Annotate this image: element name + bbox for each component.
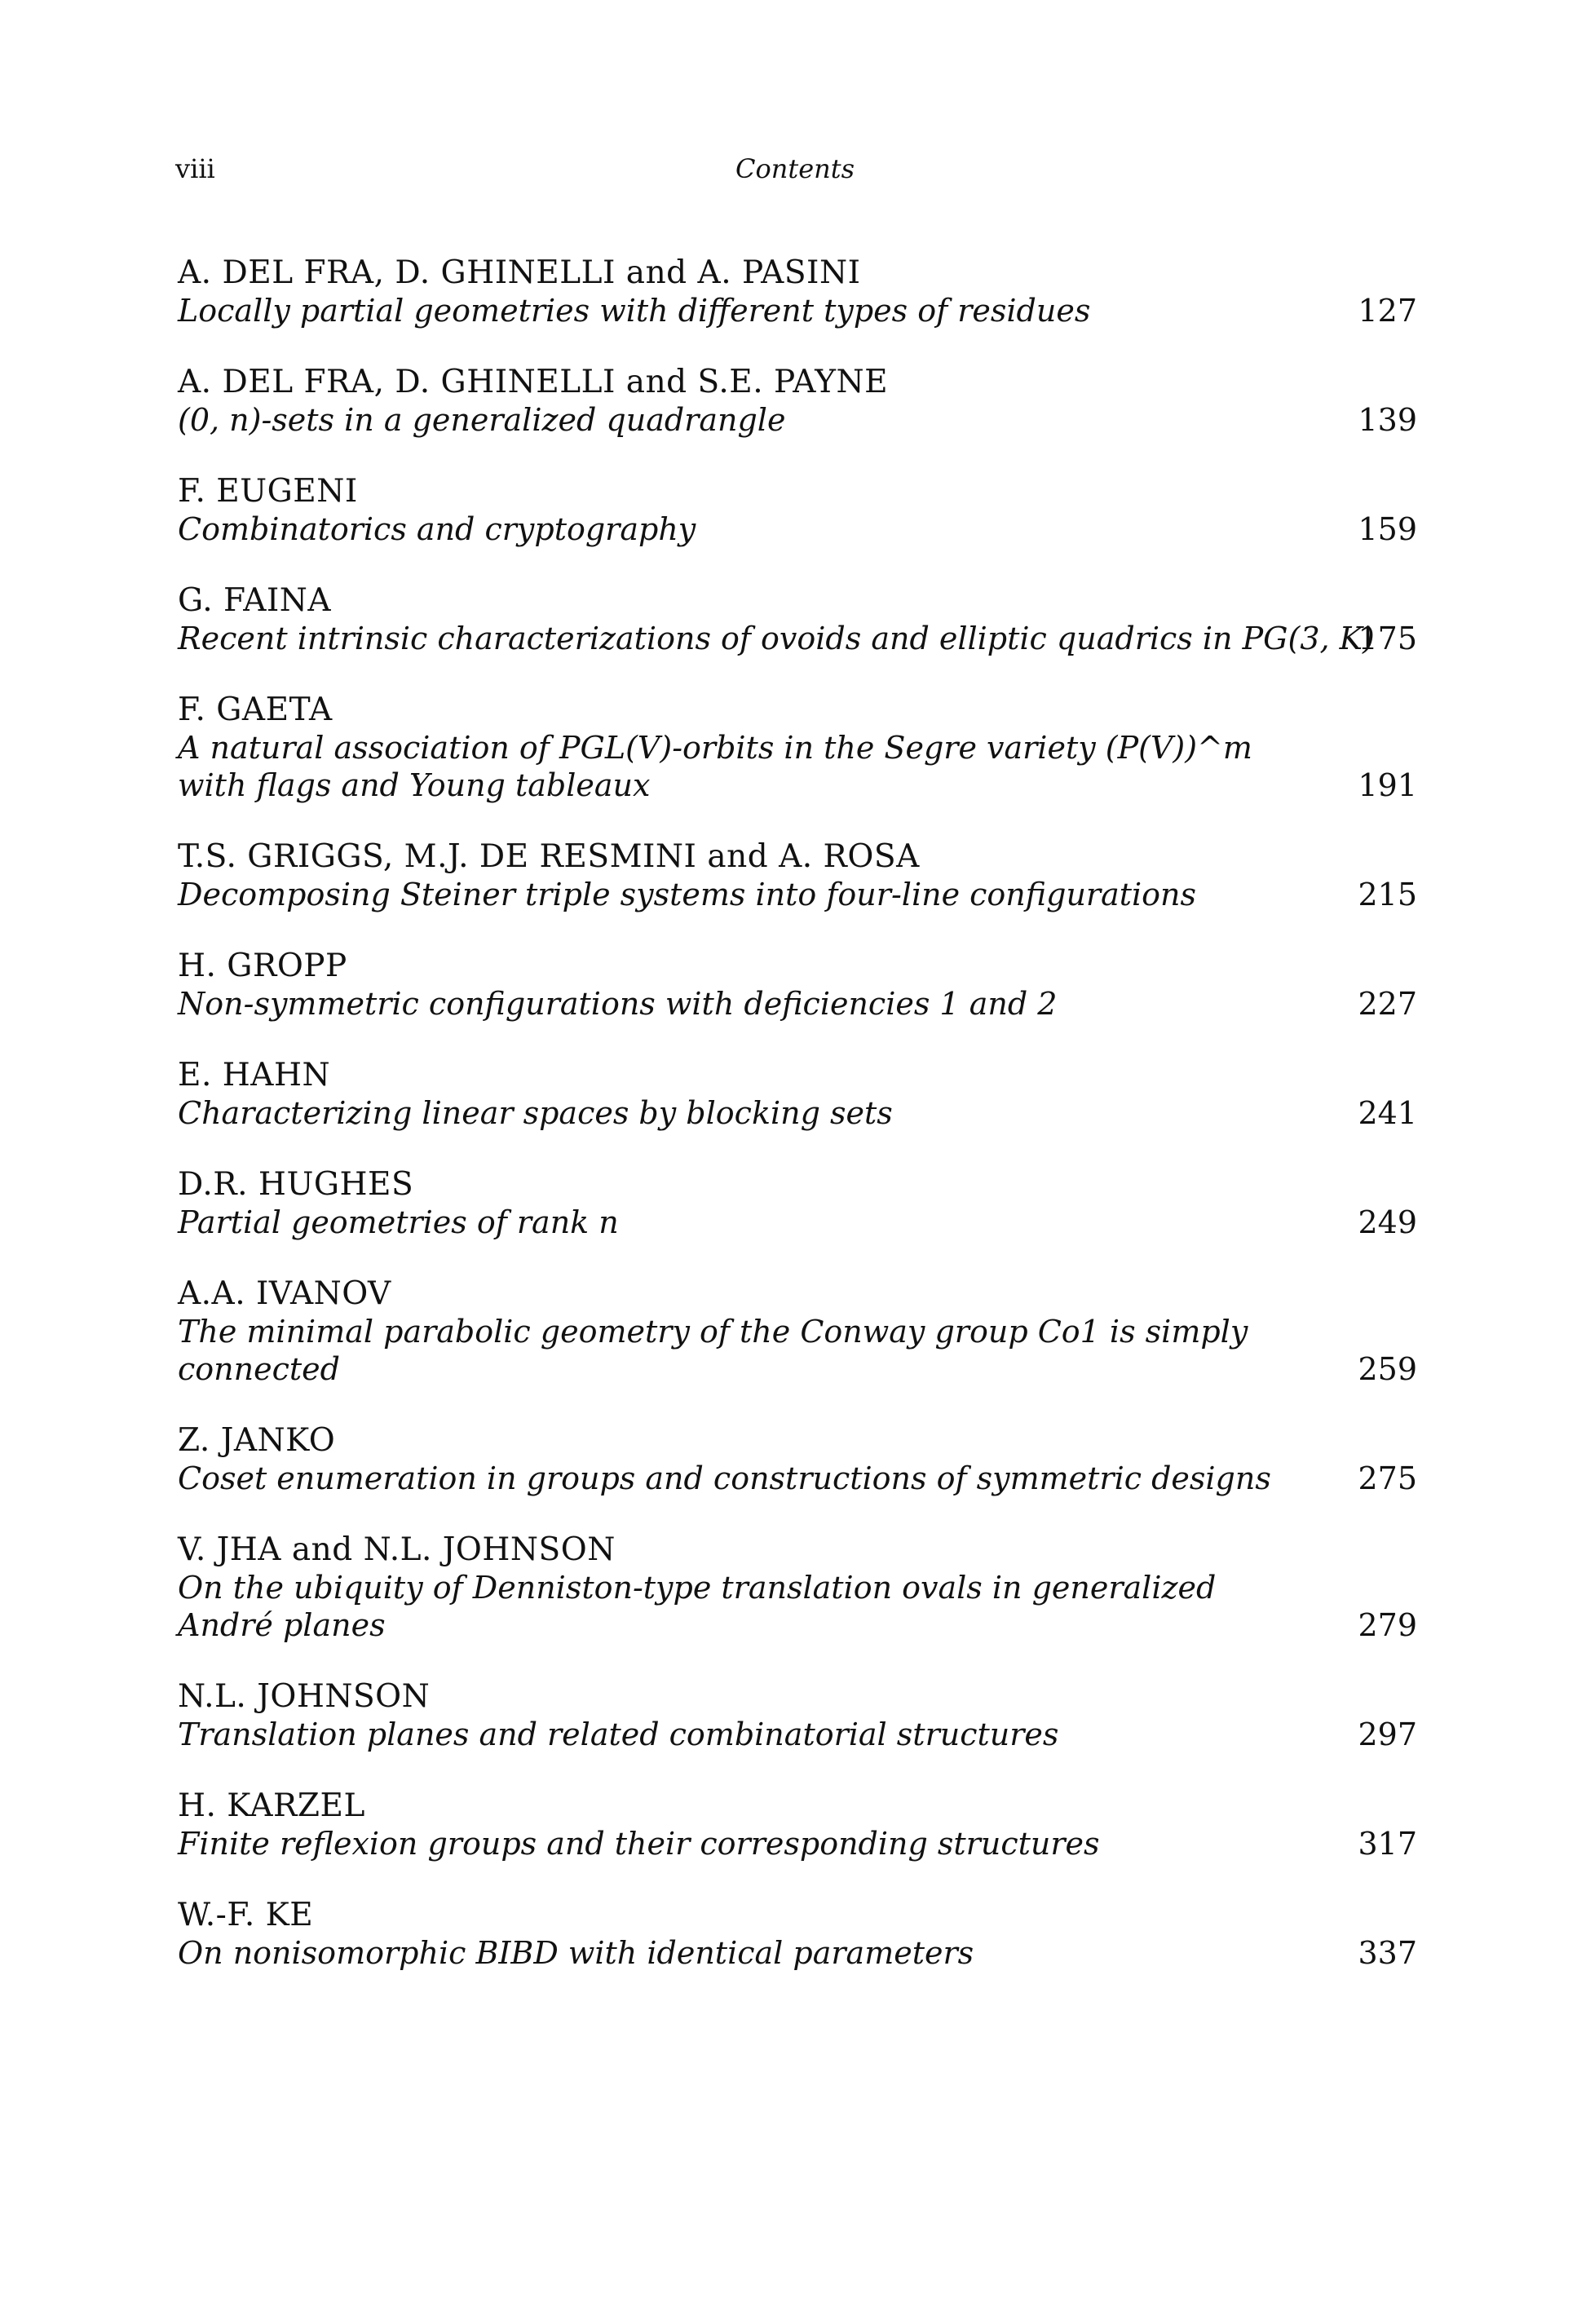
entry-page: 215 <box>1358 877 1417 912</box>
entry-authors: N.L. JOHNSON <box>178 1678 431 1715</box>
entry-authors: W.-F. KE <box>178 1897 314 1933</box>
entry-title: On nonisomorphic BIBD with identical parameters <box>178 1935 974 1971</box>
entry-page: 249 <box>1358 1204 1417 1240</box>
contents-entry <box>178 1057 1417 1132</box>
entry-authors: A. DEL FRA, D. GHINELLI and S.E. PAYNE <box>178 364 889 400</box>
entry-authors: A. DEL FRA, D. GHINELLI and A. PASINI <box>178 254 861 291</box>
entry-title: (0, n)-sets in a generalized quadrangle <box>178 402 786 438</box>
contents-entry <box>178 1531 1417 1644</box>
entry-title: Decomposing Steiner triple systems into four-line configurations <box>178 877 1197 912</box>
entry-title: Characterizing linear spaces by blocking sets <box>178 1095 893 1131</box>
contents-entry <box>178 582 1417 657</box>
entry-authors: F. GAETA <box>178 691 333 728</box>
entry-title: Coset enumeration in groups and constructions of symmetric designs <box>178 1460 1271 1496</box>
contents-entry <box>178 1166 1417 1241</box>
entry-authors: F. EUGENI <box>178 473 358 510</box>
entry-page: 241 <box>1358 1095 1417 1131</box>
entry-authors: E. HAHN <box>178 1057 331 1094</box>
entry-page: 127 <box>1358 293 1417 329</box>
running-title: Contents <box>735 153 855 184</box>
contents-list <box>178 254 1417 2006</box>
entry-page: 259 <box>1358 1351 1417 1387</box>
entry-page: 139 <box>1358 402 1417 438</box>
entry-authors: H. GROPP <box>178 948 347 984</box>
entry-page: 337 <box>1358 1935 1417 1971</box>
entry-title: Combinatorics and cryptography <box>178 511 696 547</box>
entry-title: Partial geometries of rank n <box>178 1204 619 1240</box>
entry-page: 297 <box>1358 1716 1417 1752</box>
entry-authors: D.R. HUGHES <box>178 1166 414 1203</box>
contents-entry <box>178 1897 1417 1972</box>
entry-page: 159 <box>1358 511 1417 547</box>
contents-entry <box>178 254 1417 329</box>
entry-page: 191 <box>1358 767 1417 803</box>
entry-page: 227 <box>1358 986 1417 1022</box>
contents-entry <box>178 1787 1417 1862</box>
contents-entry <box>178 473 1417 548</box>
contents-entry <box>178 1275 1417 1388</box>
contents-entry <box>178 948 1417 1023</box>
contents-entry <box>178 1678 1417 1753</box>
contents-entry <box>178 364 1417 439</box>
entry-page: 275 <box>1358 1460 1417 1496</box>
entry-authors: T.S. GRIGGS, M.J. DE RESMINI and A. ROSA <box>178 838 920 875</box>
entry-authors: V. JHA and N.L. JOHNSON <box>178 1531 616 1568</box>
entry-authors: H. KARZEL <box>178 1787 365 1824</box>
entry-authors: Z. JANKO <box>178 1422 336 1459</box>
entry-title: Finite reflexion groups and their corresponding structures <box>178 1826 1100 1862</box>
contents-entry <box>178 838 1417 913</box>
entry-authors: G. FAINA <box>178 582 332 619</box>
contents-entry <box>178 691 1417 804</box>
entry-page: 317 <box>1358 1826 1417 1862</box>
entry-page: 279 <box>1358 1607 1417 1643</box>
running-head <box>0 153 1590 194</box>
entry-title: On the ubiquity of Denniston-type translation ovals in generalized André planes <box>178 1570 1217 1643</box>
entry-title: Locally partial geometries with different types of residues <box>178 293 1091 329</box>
entry-title: Non-symmetric configurations with deficiencies 1 and 2 <box>178 986 1058 1022</box>
entry-title: The minimal parabolic geometry of the Conway group Co1 is simply connected <box>178 1314 1248 1387</box>
entry-title: Translation planes and related combinatorial structures <box>178 1716 1059 1752</box>
entry-title: A natural association of PGL(V)-orbits in the Segre variety (P(V))^m with flags and Young tableaux <box>178 730 1252 803</box>
entry-title: Recent intrinsic characterizations of ovoids and elliptic quadrics in PG(3, K) <box>178 621 1375 656</box>
entry-page: 175 <box>1358 621 1417 656</box>
contents-entry <box>178 1422 1417 1497</box>
entry-authors: A.A. IVANOV <box>178 1275 391 1312</box>
page-number: viii <box>175 153 215 184</box>
